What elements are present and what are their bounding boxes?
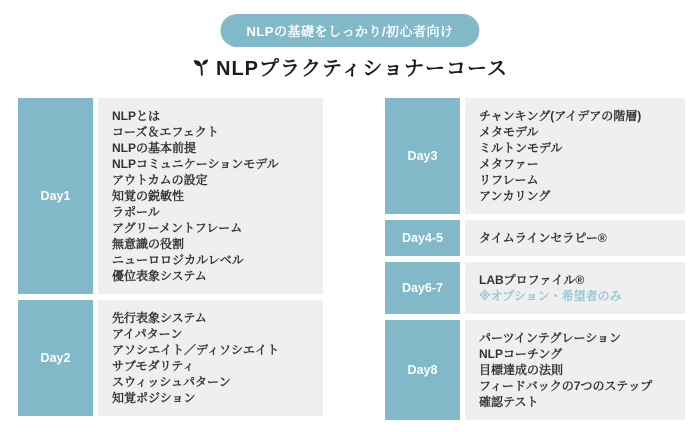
day-block-day4-5 [385, 220, 685, 256]
column-right [385, 98, 685, 426]
course-item: 確認テスト [479, 395, 539, 409]
course-item: NLPコーチング [479, 347, 563, 361]
day-label: Day4-5 [385, 220, 460, 256]
course-item: タイムラインセラピー® [479, 231, 607, 245]
course-item: ニューロロジカルレベル [112, 253, 244, 267]
course-item: アウトカムの設定 [112, 173, 208, 187]
course-item: ラポール [112, 205, 160, 219]
day-items [98, 98, 323, 294]
title-row [0, 52, 700, 81]
course-item: 先行表象システム [112, 311, 207, 325]
course-item: NLPコミュニケーションモデル [112, 157, 279, 171]
day-items [465, 262, 685, 314]
course-item: 優位表象システム [112, 269, 207, 283]
day-block-day8 [385, 320, 685, 420]
course-item: NLPの基本前提 [112, 141, 197, 155]
course-item: アグリーメントフレーム [112, 221, 243, 235]
course-item: アンカリング [479, 189, 551, 203]
day-block-day2 [18, 300, 323, 416]
course-item: アソシエイト／ディソシエイト [112, 343, 280, 357]
option-note: ※オプション・希望者のみ [479, 289, 622, 303]
course-item: スウィッシュパターン [112, 375, 231, 389]
course-item: メタファー [479, 157, 539, 171]
day-block-day6-7 [385, 262, 685, 314]
course-item: アイパターン [112, 327, 183, 341]
course-item: フィードバックの7つのステップ [479, 379, 653, 393]
course-item: NLPとは [112, 109, 161, 123]
course-item: 無意識の役割 [112, 237, 185, 251]
day-items [465, 220, 685, 256]
course-item: 目標達成の法則 [479, 363, 564, 377]
day-block-day1 [18, 98, 323, 294]
course-item: 知覚ポジション [112, 391, 196, 405]
course-item: サブモダリティ [112, 359, 195, 373]
day-label: Day2 [18, 300, 93, 416]
column-left [18, 98, 323, 426]
day-label: Day6-7 [385, 262, 460, 314]
course-item: 知覚の鋭敏性 [112, 189, 185, 203]
course-item: コーズ＆エフェクト [112, 125, 219, 139]
day-block-day3 [385, 98, 685, 214]
day-label: Day1 [18, 98, 93, 294]
day-label: Day3 [385, 98, 460, 214]
page-title: NLPプラクティショナーコース [216, 58, 508, 80]
course-item: LABプロファイル® [479, 273, 585, 287]
curriculum-columns [18, 98, 685, 426]
course-item: リフレーム [479, 173, 539, 187]
day-label: Day8 [385, 320, 460, 420]
course-item: チャンキング(アイデアの階層) [479, 109, 642, 123]
course-item: メタモデル [479, 125, 539, 139]
day-items [465, 320, 685, 420]
course-item: パーツインテグレーション [479, 331, 621, 345]
course-item: ミルトンモデル [479, 141, 563, 155]
day-items [98, 300, 323, 416]
sprout-icon [192, 57, 211, 76]
level-badge: NLPの基礎をしっかり/初心者向け [220, 14, 479, 47]
day-items [465, 98, 685, 214]
